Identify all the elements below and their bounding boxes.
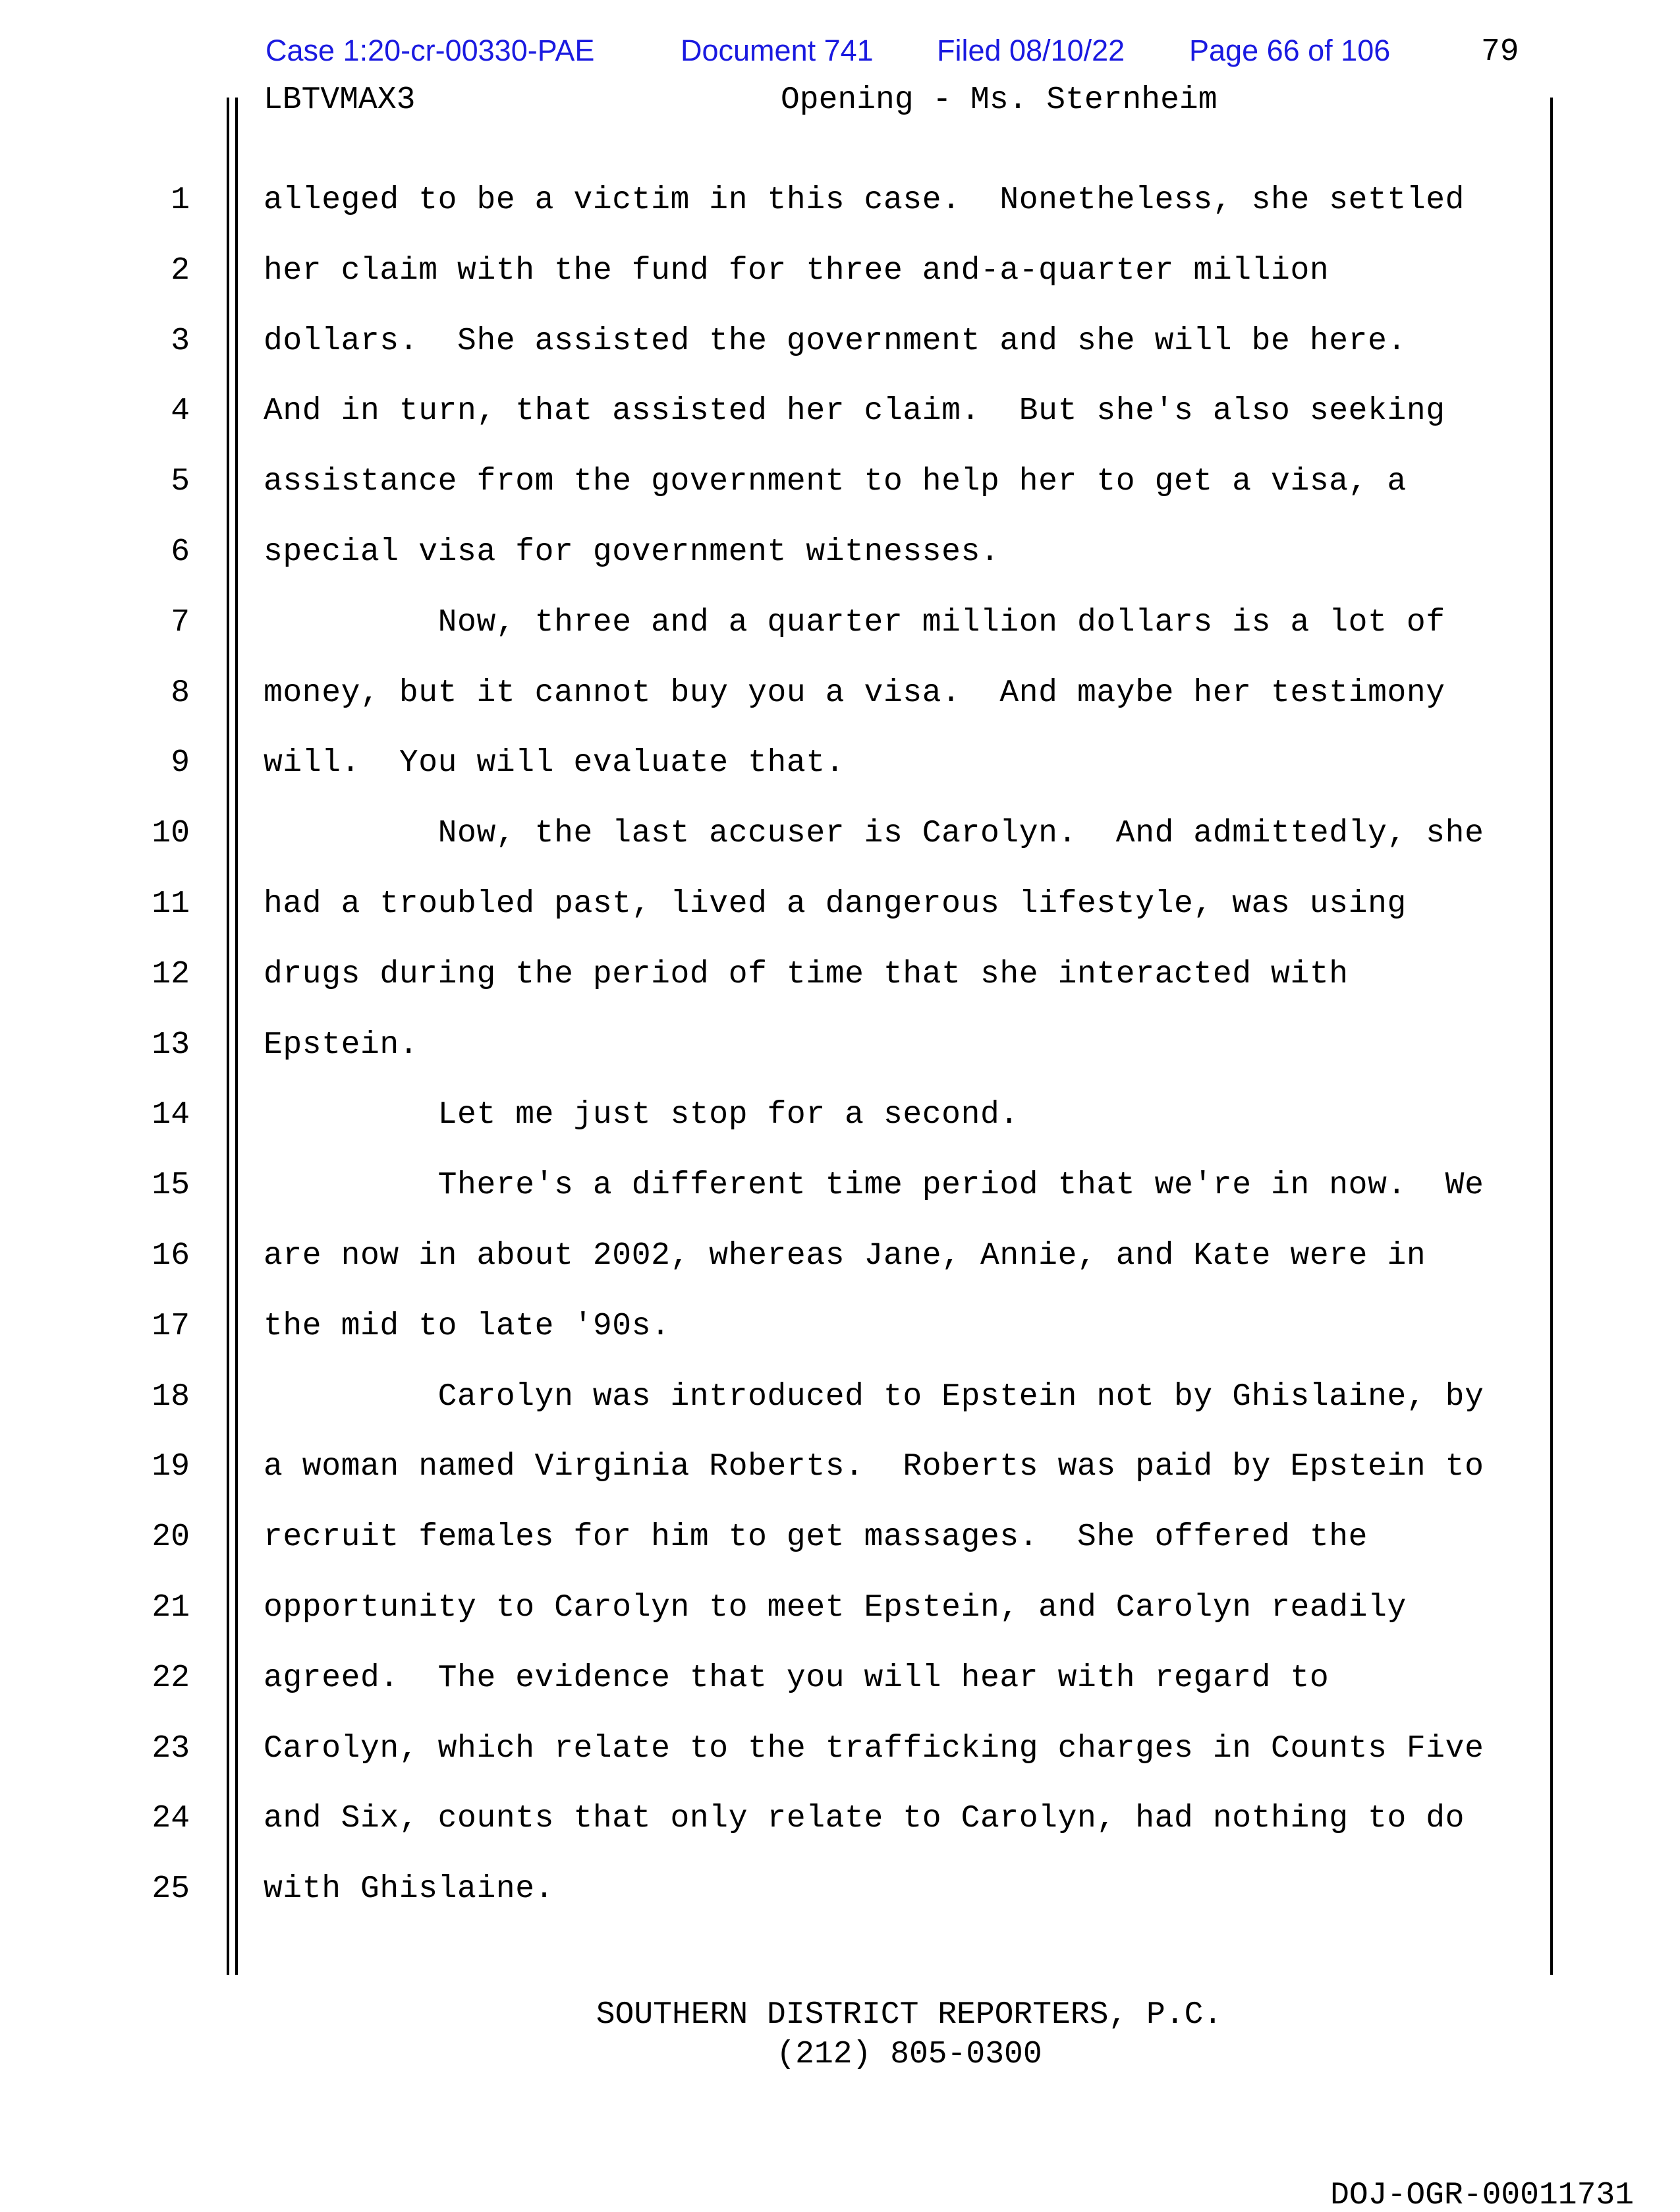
- line-text: had a troubled past, lived a dangerous lifestyle, was using: [264, 886, 1407, 922]
- page-count-stamp: Page 66 of 106: [1189, 34, 1391, 67]
- line-number: 24: [152, 1801, 190, 1837]
- line-number: 19: [152, 1449, 190, 1485]
- line-number: 17: [152, 1308, 190, 1344]
- line-text: Epstein.: [264, 1027, 419, 1063]
- line-number: 6: [171, 534, 190, 570]
- line-text: special visa for government witnesses.: [264, 534, 1000, 570]
- line-number: 18: [152, 1378, 190, 1415]
- line-text: Let me just stop for a second.: [264, 1097, 1019, 1133]
- line-number: 10: [152, 816, 190, 852]
- line-text: will. You will evaluate that.: [264, 745, 845, 781]
- line-number: 12: [152, 956, 190, 992]
- reporter-name: SOUTHERN DISTRICT REPORTERS, P.C.: [596, 1997, 1223, 2033]
- transcript-line: [0, 1028, 1680, 1066]
- transcript-line: [0, 254, 1680, 292]
- line-number: 5: [171, 464, 190, 500]
- session-title: Opening - Ms. Sternheim: [781, 82, 1218, 118]
- transcript-line: [0, 1661, 1680, 1699]
- transcript-line: [0, 1168, 1680, 1206]
- line-number: 22: [152, 1660, 190, 1696]
- filed-date-stamp: Filed 08/10/22: [937, 34, 1125, 67]
- line-text: Carolyn, which relate to the trafficking charges in Counts Five: [264, 1730, 1484, 1767]
- line-text: dollars. She assisted the government and she will be here.: [264, 323, 1407, 359]
- line-number: 4: [171, 393, 190, 430]
- transcript-line: [0, 816, 1680, 855]
- line-number: 21: [152, 1590, 190, 1626]
- transcript-line: [0, 535, 1680, 573]
- transcript-line: [0, 1732, 1680, 1770]
- line-number: 11: [152, 886, 190, 922]
- line-text: are now in about 2002, whereas Jane, Annie, and Kate were in: [264, 1238, 1426, 1274]
- line-text: assistance from the government to help her to get a visa, a: [264, 464, 1407, 500]
- line-text: Carolyn was introduced to Epstein not by Ghislaine, by: [264, 1378, 1484, 1415]
- transcript-line: [0, 1450, 1680, 1488]
- line-text: And in turn, that assisted her claim. But she's also seeking: [264, 393, 1445, 430]
- transcript-line: [0, 887, 1680, 925]
- line-number: 15: [152, 1168, 190, 1204]
- line-text: her claim with the fund for three and-a-quarter million: [264, 252, 1330, 289]
- transcript-line: [0, 394, 1680, 432]
- line-number: 23: [152, 1730, 190, 1767]
- line-number: 13: [152, 1027, 190, 1063]
- line-text: the mid to late '90s.: [264, 1308, 671, 1344]
- line-number: 2: [171, 252, 190, 289]
- line-number: 20: [152, 1519, 190, 1556]
- document-number-stamp: Document 741: [681, 34, 874, 67]
- line-text: drugs during the period of time that she interacted with: [264, 956, 1349, 992]
- line-text: agreed. The evidence that you will hear with regard to: [264, 1660, 1330, 1696]
- line-number: 16: [152, 1238, 190, 1274]
- transcript-line: [0, 1380, 1680, 1418]
- line-text: alleged to be a victim in this case. Nonetheless, she settled: [264, 183, 1465, 218]
- line-number: 9: [171, 745, 190, 781]
- transcript-line: [0, 1309, 1680, 1347]
- transcript-line: [0, 957, 1680, 996]
- transcript-line: [0, 1520, 1680, 1558]
- line-text: opportunity to Carolyn to meet Epstein, and Carolyn readily: [264, 1590, 1407, 1626]
- case-number-stamp: Case 1:20-cr-00330-PAE: [266, 34, 595, 67]
- transcript-line: [0, 1239, 1680, 1277]
- line-text: Now, three and a quarter million dollars is a lot of: [264, 604, 1445, 640]
- transcript-line: [0, 324, 1680, 362]
- line-number: 7: [171, 604, 190, 640]
- line-text: There's a different time period that we're in now. We: [264, 1168, 1484, 1204]
- line-text: recruit females for him to get massages. She offered the: [264, 1519, 1368, 1556]
- transcript-line: [0, 183, 1680, 221]
- transcript-line: [0, 606, 1680, 644]
- line-text: with Ghislaine.: [264, 1871, 555, 1908]
- transcript-line: [0, 676, 1680, 714]
- line-number: 8: [171, 675, 190, 711]
- line-text: Now, the last accuser is Carolyn. And admittedly, she: [264, 816, 1484, 852]
- transcript-page-number: 79: [1481, 34, 1519, 70]
- transcript-line: [0, 746, 1680, 784]
- transcript-line: [0, 1098, 1680, 1136]
- transcript-line: [0, 1801, 1680, 1840]
- bates-number: DOJ-OGR-00011731: [1330, 2178, 1634, 2212]
- line-number: 25: [152, 1871, 190, 1908]
- transcript-line: [0, 1591, 1680, 1629]
- transcript-line: [0, 1872, 1680, 1910]
- session-code: LBTVMAX3: [264, 82, 416, 118]
- line-text: a woman named Virginia Roberts. Roberts was paid by Epstein to: [264, 1449, 1484, 1485]
- line-number: 14: [152, 1097, 190, 1133]
- line-number: 1: [171, 183, 190, 218]
- line-number: 3: [171, 323, 190, 359]
- line-text: and Six, counts that only relate to Carolyn, had nothing to do: [264, 1801, 1465, 1837]
- reporter-phone: (212) 805-0300: [776, 2037, 1042, 2072]
- transcript-line: [0, 465, 1680, 503]
- line-text: money, but it cannot buy you a visa. And maybe her testimony: [264, 675, 1445, 711]
